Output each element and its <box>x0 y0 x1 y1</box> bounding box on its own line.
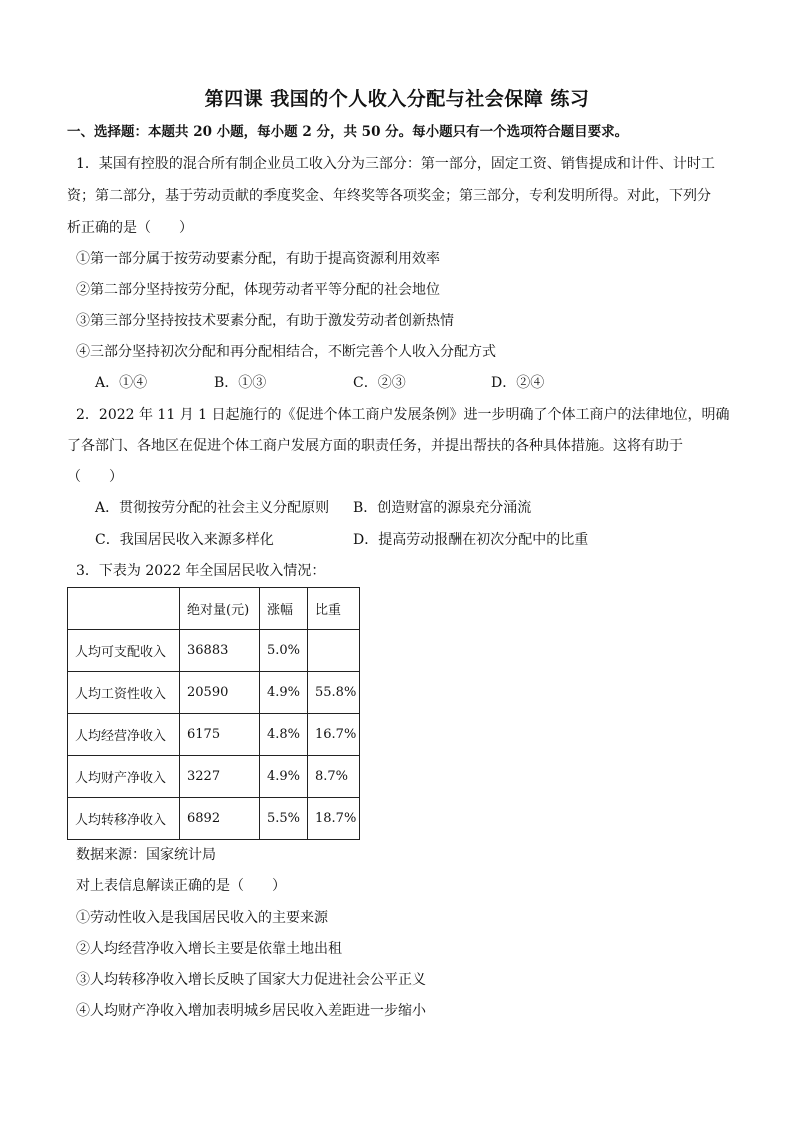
table-cell: 5.0% <box>260 630 308 672</box>
table-header-cell: 涨幅 <box>260 588 308 630</box>
q2-stem-line-1: 2．2022 年 11 月 1 日起施行的《促进个体工商户发展条例》进一步明确了个体工商户的法律地位，明确 <box>76 407 730 423</box>
table-row <box>68 672 360 714</box>
q3-statement-1: ①劳动性收入是我国居民收入的主要来源 <box>76 910 328 926</box>
table-cell: 6175 <box>180 714 260 756</box>
table-cell: 16.7% <box>308 714 360 756</box>
table-row <box>68 630 360 672</box>
q1-statement-2: ②第二部分坚持按劳分配，体现劳动者平等分配的社会地位 <box>76 282 440 298</box>
table-header-row <box>68 588 360 630</box>
q2-stem-line-2: 了各部门、各地区在促进个体工商户发展方面的职责任务，并提出帮扶的各种具体措施。这将有助于 <box>67 438 683 454</box>
table-cell: 人均财产净收入 <box>68 756 180 798</box>
table-cell: 4.9% <box>260 672 308 714</box>
q3-intro: 3．下表为 2022 年全国居民收入情况： <box>76 563 326 579</box>
q3-data-source: 数据来源：国家统计局 <box>76 847 216 863</box>
table-cell: 人均经营净收入 <box>68 714 180 756</box>
table-cell <box>308 630 360 672</box>
q2-stem-line-3: （ ） <box>67 469 123 485</box>
q1-stem-line-1: 1．某国有控股的混合所有制企业员工收入分为三部分：第一部分，固定工资、销售提成和计件、计时工 <box>76 156 715 172</box>
q1-stem-line-2: 资；第二部分，基于劳动贡献的季度奖金、年终奖等各项奖金；第三部分，专利发明所得。对此，下列分 <box>67 188 711 204</box>
table-header-cell <box>68 588 180 630</box>
q3-statement-2: ②人均经营净收入增长主要是依靠土地出租 <box>76 941 342 957</box>
table-cell: 人均工资性收入 <box>68 672 180 714</box>
q1-option-d: D．②④ <box>491 375 545 391</box>
q1-option-c: C．②③ <box>353 375 406 391</box>
table-cell: 18.7% <box>308 798 360 840</box>
q2-option-c: C．我国居民收入来源多样化 <box>95 532 274 548</box>
table-row <box>68 714 360 756</box>
table-header-cell: 绝对量(元) <box>180 588 260 630</box>
table-cell: 55.8% <box>308 672 360 714</box>
section-heading: 一、选择题：本题共 20 小题，每小题 2 分，共 50 分。每小题只有一个选项符合题目要求。 <box>67 124 629 140</box>
table-cell: 人均转移净收入 <box>68 798 180 840</box>
table-row <box>68 756 360 798</box>
table-cell: 5.5% <box>260 798 308 840</box>
table-cell: 20590 <box>180 672 260 714</box>
table-header-cell: 比重 <box>308 588 360 630</box>
q2-option-a: A．贯彻按劳分配的社会主义分配原则 <box>95 500 330 516</box>
table-cell: 6892 <box>180 798 260 840</box>
q3-statement-3: ③人均转移净收入增长反映了国家大力促进社会公平正义 <box>76 972 426 988</box>
table-row <box>68 798 360 840</box>
q2-option-b: B．创造财富的源泉充分涌流 <box>353 500 532 516</box>
q1-stem-line-3: 析正确的是（ ） <box>67 220 193 236</box>
table-cell: 8.7% <box>308 756 360 798</box>
table-cell: 4.9% <box>260 756 308 798</box>
q1-statement-1: ①第一部分属于按劳动要素分配，有助于提高资源利用效率 <box>76 251 440 267</box>
q1-statement-4: ④三部分坚持初次分配和再分配相结合，不断完善个人收入分配方式 <box>76 344 496 360</box>
table-cell: 36883 <box>180 630 260 672</box>
page-title: 第四课 我国的个人收入分配与社会保障 练习 <box>204 88 590 110</box>
table-cell: 人均可支配收入 <box>68 630 180 672</box>
q3-statement-4: ④人均财产净收入增加表明城乡居民收入差距进一步缩小 <box>76 1003 426 1019</box>
q1-statement-3: ③第三部分坚持按技术要素分配，有助于激发劳动者创新热情 <box>76 313 454 329</box>
q1-option-b: B．①③ <box>214 375 267 391</box>
q1-option-a: A．①④ <box>95 375 148 391</box>
income-table <box>67 587 360 840</box>
q2-option-d: D．提高劳动报酬在初次分配中的比重 <box>353 532 589 548</box>
table-cell: 3227 <box>180 756 260 798</box>
table-cell: 4.8% <box>260 714 308 756</box>
q3-question: 对上表信息解读正确的是（ ） <box>76 878 286 894</box>
